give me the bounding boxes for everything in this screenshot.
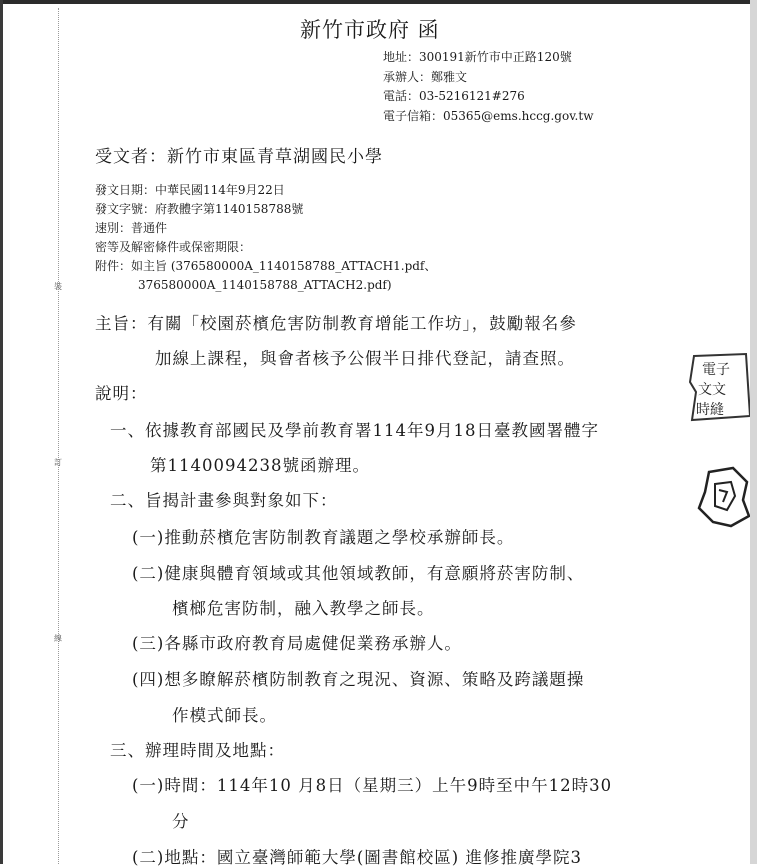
viewer-scrollbar-track[interactable] [750,0,757,864]
stamp-text-2: 文文 [698,382,726,398]
issue-date: 發文日期：中華民國114年9月22日 [95,183,285,197]
stamp-text-1: 電子 [702,362,730,378]
delivery-speed: 速別：普通件 [95,221,168,235]
phone-line: 電話：03-5216121#276 [383,89,525,103]
stamp-text-3: 時縫 [696,402,724,418]
item2-heading: 二、旨揭計畫參與對象如下： [110,491,338,510]
explanation-heading: 說明： [95,384,148,403]
item3-sub2-line-1: (二)地點：國立臺灣師範大學(圖書館校區) 進修推廣學院3 [132,848,582,867]
item3-heading: 三、辦理時間及地點： [110,741,285,760]
item2-sub2-line-2: 檳榔危害防制，融入教學之師長。 [172,599,435,618]
item2-sub4-line-1: (四)想多瞭解菸檳防制教育之現況、資源、策略及跨議題操 [132,670,585,689]
subject-line-1: 主旨：有關「校園菸檳危害防制教育增能工作坊」，鼓勵報名參 [95,314,577,333]
window-left-edge [0,0,3,864]
binding-mark-ding: 訂 [54,458,62,467]
item2-sub3: (三)各縣市政府教育局處健促業務承辦人。 [132,634,462,653]
document-number: 發文字號：府教體字第1140158788號 [95,202,304,216]
binding-mark-xian: 線 [54,634,62,643]
attachment-line-2: 376580000A_1140158788_ATTACH2.pdf) [138,278,392,292]
contact-block [383,48,593,126]
item1-line-2: 第1140094238號函辦理。 [150,456,370,475]
recipient: 受文者：新竹市東區青草湖國民小學 [95,147,383,167]
item3-sub1-line-1: (一)時間：114年10 月8日（星期三）上午9時至中午12時30 [132,776,613,795]
binding-line [58,8,59,864]
window-top-edge [0,0,757,4]
seam-seal-fragment [695,466,750,528]
handler-line: 承辦人：鄭雅文 [383,69,468,84]
address-line: 地址：300191新竹市中正路120號 [383,50,572,64]
item2-sub1: (一)推動菸檳危害防制教育議題之學校承辦師長。 [132,528,515,547]
meta-block [95,181,436,295]
subject-line-2: 加線上課程，與會者核予公假半日排代登記，請查照。 [155,349,575,368]
document-title: 新竹市政府 函 [300,18,440,42]
secrecy-level: 密等及解密條件或保密期限： [95,240,252,254]
item1-line-1: 一、依據教育部國民及學前教育署114年9月18日臺教國署體字 [110,421,599,440]
binding-mark-zhuang: 裝 [54,282,62,291]
item3-sub1-line-2: 分 [172,812,190,831]
item2-sub2-line-1: (二)健康與體育領域或其他領域教師，有意願將菸害防制、 [132,564,585,583]
attachment-line-1: 附件：如主旨 (376580000A_1140158788_ATTACH1.pdf、 [95,259,437,273]
email-line: 電子信箱：05365@ems.hccg.gov.tw [383,108,594,123]
seam-stamp [688,352,750,422]
item2-sub4-line-2: 作模式師長。 [172,706,277,725]
